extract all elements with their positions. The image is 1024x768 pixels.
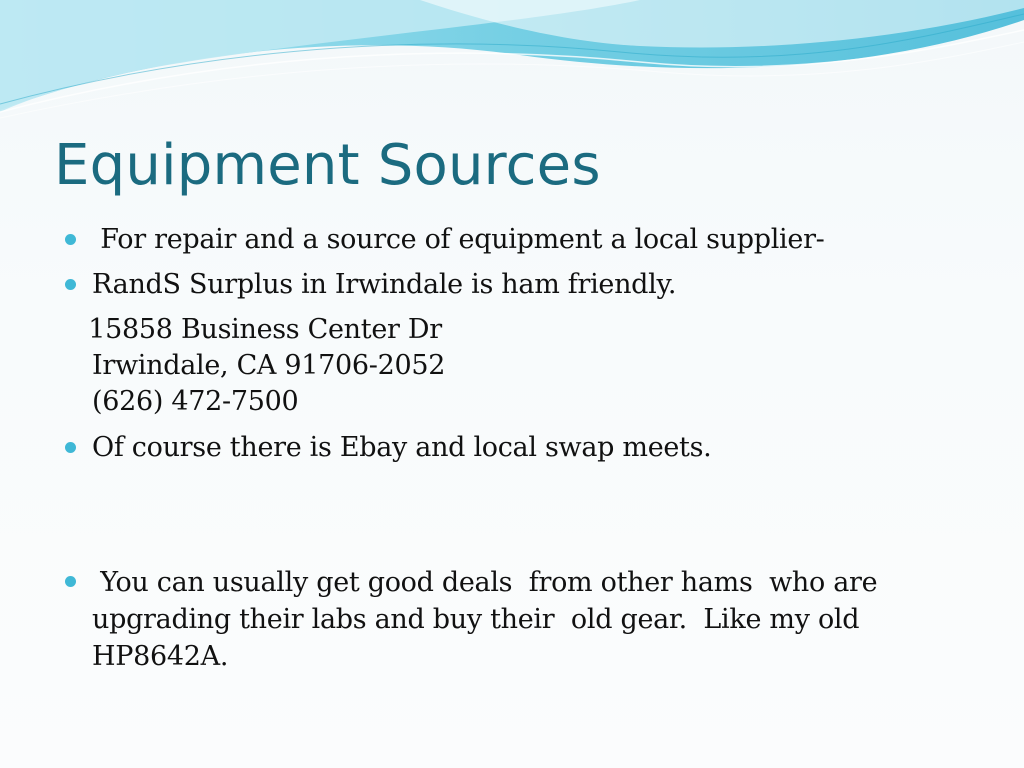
bullet-marker-icon xyxy=(65,279,76,290)
address-phone: (626) 472-7500 xyxy=(92,386,299,417)
bullet-text: For repair and a source of equipment a local supplier- xyxy=(92,224,825,255)
bullet-text: RandS Surplus in Irwindale is ham friendly. xyxy=(92,269,677,300)
bullet-text-line: You can usually get good deals from other hams who are xyxy=(92,567,878,598)
bullet-text: Of course there is Ebay and local swap meets. xyxy=(92,432,712,463)
address-city: Irwindale, CA 91706-2052 xyxy=(92,350,446,381)
address-street: 15858 Business Center Dr xyxy=(80,314,442,345)
bullet-text-line: HP8642A. xyxy=(92,641,229,672)
bullet-marker-icon xyxy=(65,442,76,453)
bullet-marker-icon xyxy=(65,234,76,245)
bullet-marker-icon xyxy=(65,576,76,587)
slide-title: Equipment Sources xyxy=(54,133,601,198)
bullet-text-line: upgrading their labs and buy their old gear. Like my old xyxy=(92,604,860,635)
